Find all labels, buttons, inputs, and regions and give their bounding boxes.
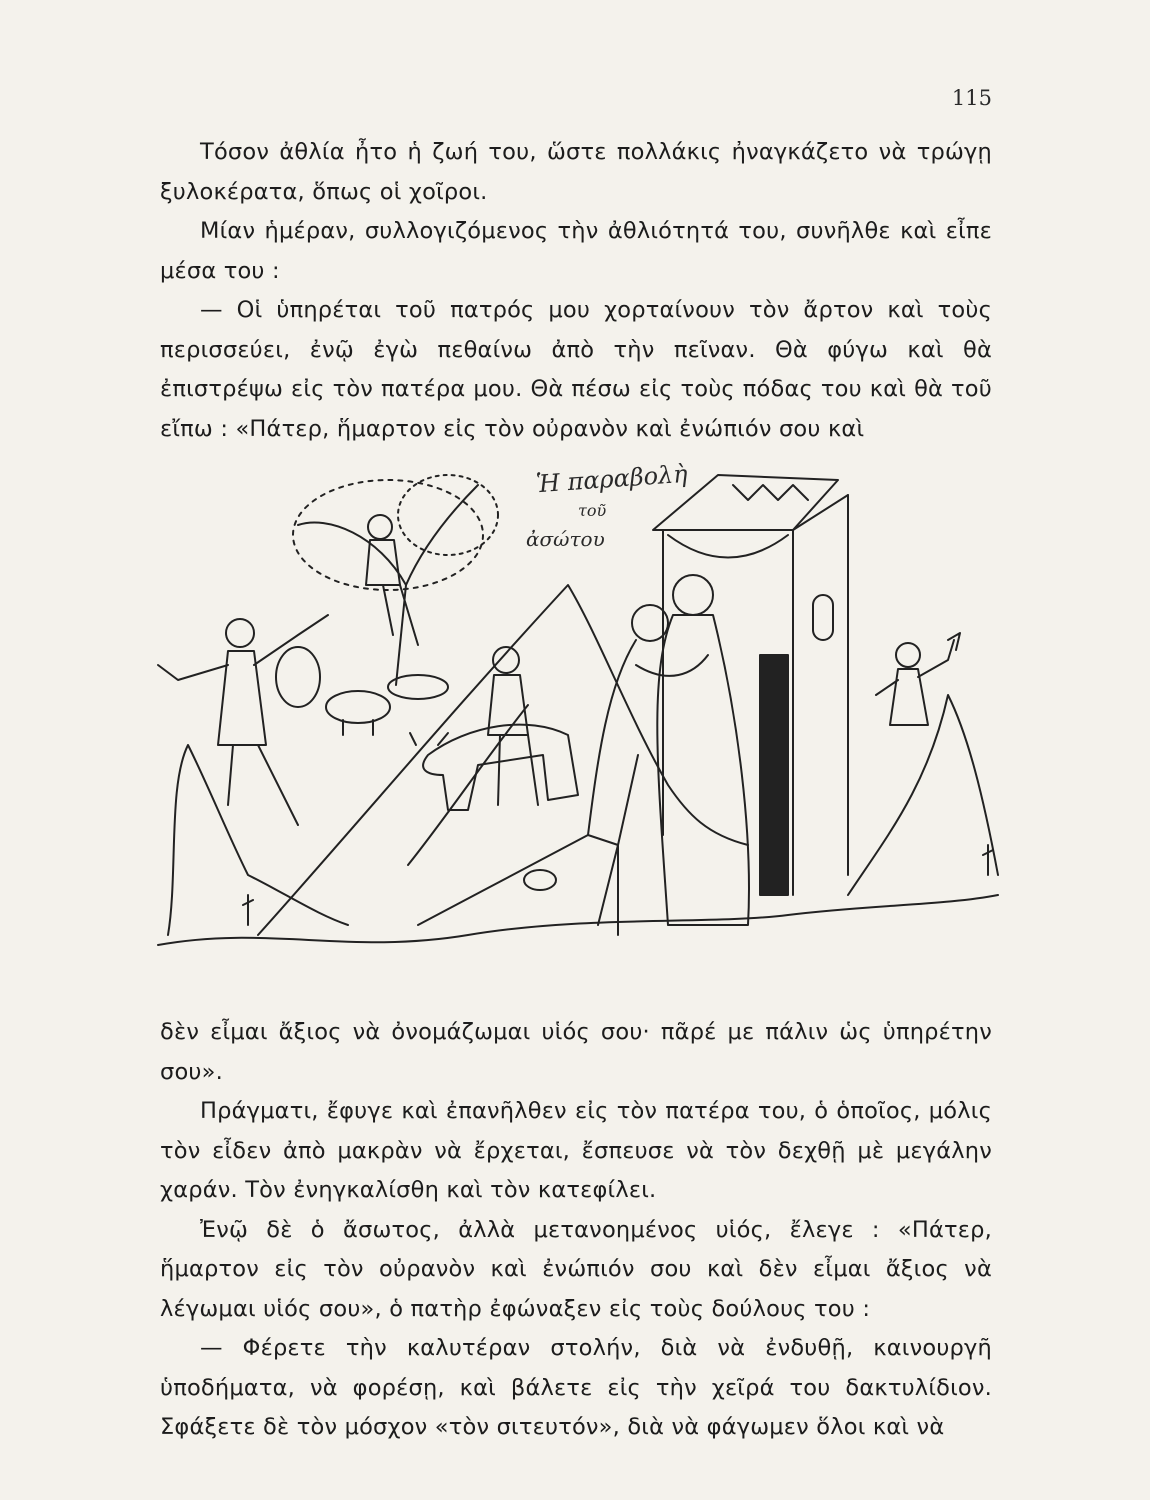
mountain-ridge bbox=[408, 705, 528, 865]
prodigal-son-illustration bbox=[148, 455, 1008, 975]
paragraph: — Οἱ ὑπηρέται τοῦ πατρός μου χορταίνουν τὸν ἄρτον καὶ τοὺς περισσεύει, ἐνῷ ἐγὼ πεθαίνω ἀπὸ τὴν πεῖναν. Θὰ φύγω καὶ θὰ ἐπιστρέψω εἰς τὸν πατέρα μου. Θὰ πέσω εἰς τοὺς πόδας του καὶ θὰ τοῦ εἴπω : «Πάτερ, ἥμαρτον εἰς τὸν οὐρανὸν καὶ ἐνώπιόν σου καὶ bbox=[160, 297, 992, 442]
page-number: 115 bbox=[951, 86, 992, 110]
illustration-caption: Ἡ παραβολὴ bbox=[535, 459, 689, 499]
text-block-bottom bbox=[160, 1013, 992, 1448]
paragraph: — Φέρετε τὴν καλυτέραν στολήν, διὰ νὰ ἐνδυθῇ, καινουργῆ ὑποδήματα, νὰ φορέσῃ, καὶ βάλετε εἰς τὴν χεῖρά του δακτυλίδιον. Σφάξετε δὲ τὸν μόσχον «τὸν σιτευτόν», διὰ νὰ φάγωμεν ὅλοι καὶ νὰ bbox=[160, 1335, 992, 1440]
tree bbox=[293, 475, 498, 685]
paragraph: Μίαν ἡμέραν, συλλογιζόμενος τὴν ἀθλιότητά του, συνῆλθε καὶ εἶπε μέσα του : bbox=[160, 218, 992, 284]
ox-and-herdsman bbox=[410, 647, 578, 810]
pigs bbox=[326, 675, 448, 735]
paragraph: δὲν εἶμαι ἄξιος νὰ ὀνομάζωμαι υἱός σου· πᾶρέ με πάλιν ὡς ὑπηρέτην σου». bbox=[160, 1019, 992, 1085]
paragraph: Ἐνῷ δὲ ὁ ἄσωτος, ἀλλὰ μετανοημένος υἱός, ἔλεγε : «Πάτερ, ἥμαρτον εἰς τὸν οὐρανὸν καὶ ἐνώπιόν σου καὶ δὲν εἶμαι ἄξιος νὰ λέγωμαι υἱός σου», ὁ πατὴρ ἐφώναξεν εἰς τοὺς δούλους του : bbox=[160, 1216, 992, 1322]
shepherd-figure bbox=[158, 615, 328, 825]
ground-line bbox=[158, 895, 998, 945]
paragraph: Τόσον ἀθλία ἦτο ἡ ζωή του, ὥστε πολλάκις ἠναγκάζετο νὰ τρώγῃ ξυλοκέρατα, ὅπως οἱ χοῖροι. bbox=[160, 139, 992, 205]
illustration-caption: ἀσώτου bbox=[526, 527, 605, 551]
staff-and-basket bbox=[418, 835, 588, 925]
text-block-top bbox=[160, 133, 992, 449]
left-rock bbox=[168, 745, 348, 935]
servant-with-axe bbox=[876, 633, 960, 725]
paragraph: Πράγματι, ἔφυγε καὶ ἐπανῆλθεν εἰς τὸν πατέρα του, ὁ ὁποῖος, μόλις τὸν εἶδεν ἀπὸ μακρὰν νὰ ἔρχεται, ἔσπευσε νὰ τὸν δεχθῇ μὲ μεγάλην χαράν. Τὸν ἐνηγκαλίσθη καὶ τὸν κατεφίλει. bbox=[160, 1098, 992, 1203]
boy-in-tree bbox=[366, 515, 418, 645]
father-and-son-embrace bbox=[588, 575, 749, 935]
illustration-caption: τοῦ bbox=[578, 501, 607, 520]
mountain bbox=[258, 585, 748, 935]
father-house bbox=[653, 475, 848, 895]
